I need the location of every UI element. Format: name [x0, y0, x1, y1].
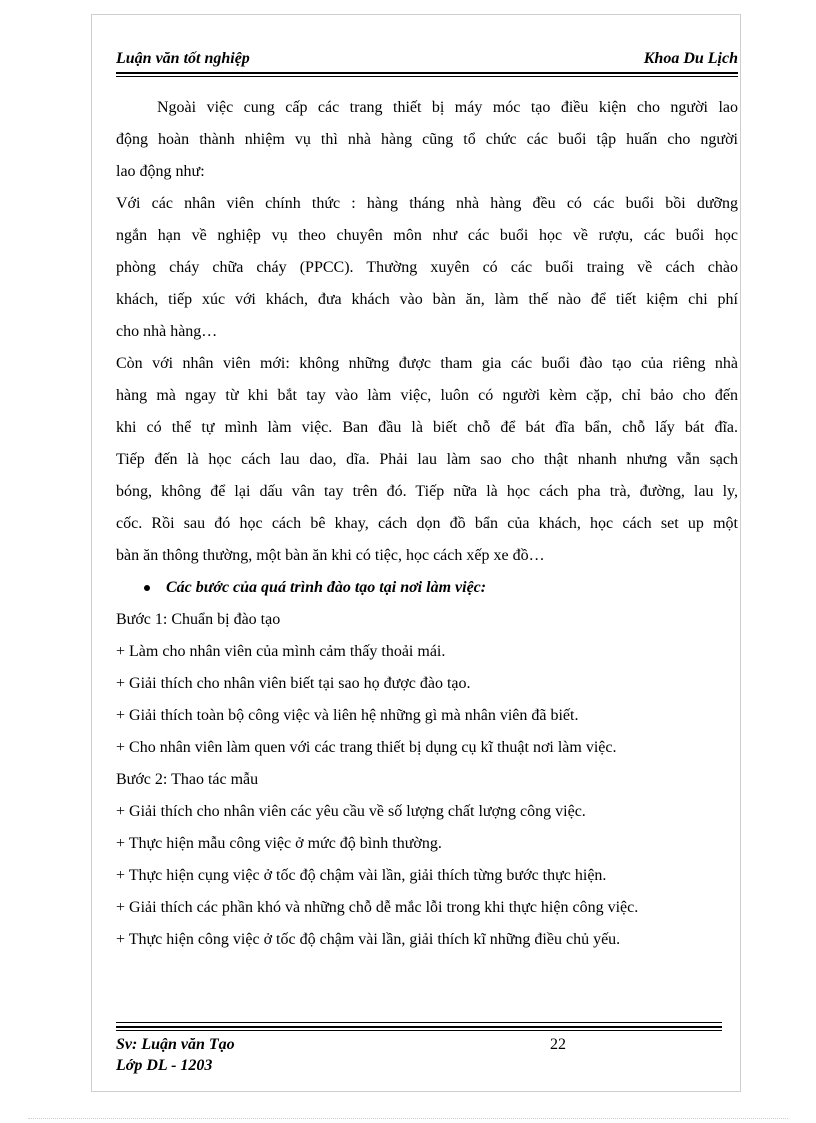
bullet-heading-text: Các bước của quá trình đào tạo tại nơi làm việc: [166, 579, 487, 596]
text-line: khi có thể tự mình làm việc. Ban đầu là biết chỗ để bát đĩa bẩn, chỗ lấy bát đĩa. [116, 419, 738, 436]
text-line: bóng, không để lại dấu vân tay trên đó. Tiếp nữa là học cách pha trà, đường, lau ly, [116, 483, 738, 500]
list-item: + Giải thích toàn bộ công việc và liên hệ những gì mà nhân viên đã biết. [116, 707, 579, 724]
footer-rule-top [116, 1022, 722, 1023]
list-item: + Thực hiện cụng việc ở tốc độ chậm vài lần, giải thích từng bước thực hiện. [116, 867, 607, 884]
text-line: khách, tiếp xúc với khách, đưa khách vào bàn ăn, làm thế nào để tiết kiệm chi phí [116, 291, 738, 308]
list-item: + Giải thích các phần khó và những chỗ dễ mắc lỗi trong khi thực hiện công việc. [116, 899, 639, 916]
footer-student-name: Sv: Luận văn Tạo [116, 1036, 235, 1053]
text-line: ngắn hạn về nghiệp vụ theo chuyên môn như các buổi học về rượu, các buổi học [116, 227, 738, 244]
text-line: Ngoài việc cung cấp các trang thiết bị máy móc tạo điều kiện cho người lao [157, 99, 738, 116]
step-heading: Bước 1: Chuẩn bị đào tạo [116, 611, 281, 628]
text-line: Còn với nhân viên mới: không những được tham gia các buổi đào tạo của riêng nhà [116, 355, 738, 372]
footer-class: Lớp DL - 1203 [116, 1057, 213, 1074]
header-rule-thick [116, 72, 738, 74]
step-heading: Bước 2: Thao tác mẫu [116, 771, 259, 788]
text-line: cho nhà hàng… [116, 323, 218, 340]
text-line: Với các nhân viên chính thức : hàng tháng nhà hàng đều có các buổi bồi dưỡng [116, 195, 738, 212]
text-line: bàn ăn thông thường, một bàn ăn khi có tiệc, học cách xếp xe đồ… [116, 547, 545, 564]
list-item: + Thực hiện mẫu công việc ở mức độ bình thường. [116, 835, 442, 852]
text-line: hàng mà ngay từ khi bắt tay vào làm việc, luôn có người kèm cặp, chỉ bảo cho đến [116, 387, 738, 404]
list-item: + Thực hiện công việc ở tốc độ chậm vài lần, giải thích kĩ những điều chủ yếu. [116, 931, 621, 948]
training-steps-list [116, 604, 738, 956]
list-item: + Giải thích cho nhân viên các yêu cầu về số lượng chất lượng công việc. [116, 803, 586, 820]
text-line: động hoàn thành nhiệm vụ thì nhà hàng cũng tổ chức các buổi tập huấn cho người [116, 131, 738, 148]
text-line: phòng cháy chữa cháy (PPCC). Thường xuyên có các buổi traing về cách chào [116, 259, 738, 276]
list-item: + Làm cho nhân viên của mình cảm thấy thoải mái. [116, 643, 446, 660]
paragraph-training-intro [116, 92, 738, 188]
footer-rule-bottom [116, 1030, 722, 1031]
list-item: + Giải thích cho nhân viên biết tại sao họ được đào tạo. [116, 675, 471, 692]
paragraph-official-staff [116, 188, 738, 348]
text-line: lao động như: [116, 163, 205, 180]
header-thesis-title: Luận văn tốt nghiệp [116, 50, 250, 67]
page-header [116, 46, 738, 74]
paragraph-new-staff [116, 348, 738, 572]
text-line: cốc. Rồi sau đó học cách bê khay, cách dọn đồ bẩn của khách, học cách set up một [116, 515, 738, 532]
page-bottom-dotted-line [28, 1118, 788, 1119]
header-faculty: Khoa Du Lịch [643, 50, 738, 67]
list-item: + Cho nhân viên làm quen với các trang thiết bị dụng cụ kĩ thuật nơi làm việc. [116, 739, 617, 756]
bullet-dot-icon [144, 585, 150, 591]
page-number: 22 [550, 1036, 566, 1053]
bullet-heading [116, 572, 738, 604]
header-rule-thin [116, 76, 738, 77]
document-body [116, 92, 738, 956]
text-line: Tiếp đến là học cách lau dao, dĩa. Phải lau làm sao cho thật nhanh nhưng vẫn sạch [116, 451, 738, 468]
footer-rule-middle [116, 1026, 722, 1028]
